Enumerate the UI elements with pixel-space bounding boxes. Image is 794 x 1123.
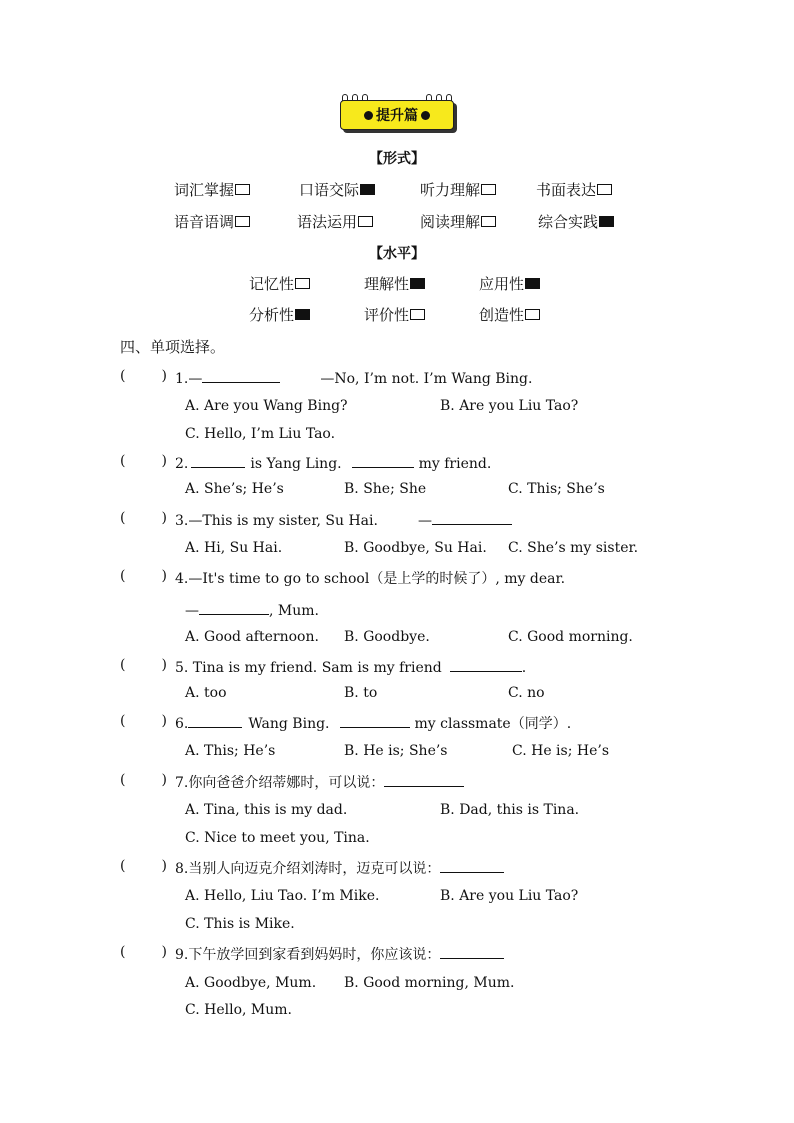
question-8: 8.当别人向迈克介绍刘涛时，迈克可以说：	[175, 858, 504, 878]
form-item-oral: 口语交际	[299, 179, 375, 200]
form-item-listening: 听力理解	[420, 179, 496, 200]
option-2b: B. She; She	[344, 481, 427, 497]
checkbox-checked-icon	[599, 216, 614, 227]
form-item-practice: 综合实践	[538, 211, 614, 232]
answer-blank[interactable]	[188, 713, 242, 728]
checkbox-icon	[295, 278, 310, 289]
bullet-dot-icon	[364, 111, 373, 120]
checkbox-icon	[481, 216, 496, 227]
section-banner	[338, 96, 454, 130]
option-6a: A. This; He’s	[185, 743, 276, 759]
checkbox-icon	[410, 309, 425, 320]
level-item-analysis: 分析性	[249, 304, 310, 325]
option-3b: B. Goodbye, Su Hai.	[344, 540, 487, 556]
option-3c: C. She’s my sister.	[508, 540, 639, 556]
answer-blank[interactable]	[440, 858, 504, 873]
option-7c: C. Nice to meet you, Tina.	[185, 830, 370, 846]
checkbox-icon	[481, 184, 496, 195]
answer-blank[interactable]	[191, 453, 245, 468]
option-1b: B. Are you Liu Tao?	[440, 398, 579, 414]
checkbox-checked-icon	[360, 184, 375, 195]
answer-paren-6[interactable]: ( )	[120, 713, 167, 729]
option-8c: C. This is Mike.	[185, 916, 295, 932]
answer-blank[interactable]	[352, 453, 414, 468]
level-item-memory: 记忆性	[249, 273, 310, 294]
checkbox-checked-icon	[525, 278, 540, 289]
question-9: 9.下午放学回到家看到妈妈时，你应该说：	[175, 944, 504, 964]
level-item-application: 应用性	[479, 273, 540, 294]
answer-blank[interactable]	[384, 772, 464, 787]
question-2: 2. is Yang Ling. my friend.	[175, 453, 491, 472]
option-9c: C. Hello, Mum.	[185, 1002, 292, 1018]
checkbox-icon	[597, 184, 612, 195]
option-4a: A. Good afternoon.	[185, 629, 319, 645]
option-6b: B. He is; She’s	[344, 743, 448, 759]
level-item-understanding: 理解性	[364, 273, 425, 294]
form-item-vocab: 词汇掌握	[174, 179, 250, 200]
option-1a: A. Are you Wang Bing?	[185, 398, 348, 414]
option-1c: C. Hello, I’m Liu Tao.	[185, 426, 336, 442]
checkbox-icon	[358, 216, 373, 227]
question-1: 1.— —No, I’m not. I’m Wang Bing.	[175, 368, 532, 387]
question-5: 5. Tina is my friend. Sam is my friend .	[175, 657, 526, 676]
checkbox-icon	[235, 216, 250, 227]
answer-paren-3[interactable]: ( )	[120, 510, 167, 526]
answer-blank[interactable]	[450, 657, 522, 672]
checkbox-icon	[525, 309, 540, 320]
question-7: 7.你向爸爸介绍蒂娜时，可以说：	[175, 772, 464, 792]
checkbox-checked-icon	[410, 278, 425, 289]
level-item-evaluation: 评价性	[364, 304, 425, 325]
option-3a: A. Hi, Su Hai.	[185, 540, 283, 556]
answer-paren-5[interactable]: ( )	[120, 657, 167, 673]
section-title: 四、单项选择。	[120, 338, 226, 356]
banner-title: 提升篇	[376, 108, 418, 124]
question-4: 4.—It's time to go to school（是上学的时候了）, my dear.	[175, 571, 566, 587]
answer-paren-8[interactable]: ( )	[120, 858, 167, 874]
form-item-phonetics: 语音语调	[174, 211, 250, 232]
level-heading: 【水平】	[369, 246, 425, 262]
option-6c: C. He is; He’s	[512, 743, 610, 759]
answer-paren-7[interactable]: ( )	[120, 772, 167, 788]
level-item-creation: 创造性	[479, 304, 540, 325]
option-5c: C. no	[508, 685, 545, 701]
form-item-grammar: 语法运用	[297, 211, 373, 232]
option-4c: C. Good morning.	[508, 629, 633, 645]
banner-plate	[340, 100, 454, 130]
answer-paren-2[interactable]: ( )	[120, 453, 167, 469]
checkbox-checked-icon	[295, 309, 310, 320]
option-8a: A. Hello, Liu Tao. I’m Mike.	[185, 888, 380, 904]
answer-blank[interactable]	[432, 510, 512, 525]
option-7b: B. Dad, this is Tina.	[440, 802, 580, 818]
option-9a: A. Goodbye, Mum.	[185, 975, 317, 991]
question-4-reply: — , Mum.	[185, 600, 319, 619]
checkbox-icon	[235, 184, 250, 195]
option-2c: C. This; She’s	[508, 481, 605, 497]
option-5b: B. to	[344, 685, 378, 701]
answer-blank[interactable]	[440, 944, 504, 959]
answer-paren-1[interactable]: ( )	[120, 368, 167, 384]
answer-blank[interactable]	[199, 600, 269, 615]
question-3: 3.—This is my sister, Su Hai. —	[175, 510, 512, 529]
option-9b: B. Good morning, Mum.	[344, 975, 515, 991]
form-item-writing: 书面表达	[536, 179, 612, 200]
answer-paren-4[interactable]: ( )	[120, 568, 167, 584]
option-2a: A. She’s; He’s	[185, 481, 284, 497]
option-4b: B. Goodbye.	[344, 629, 430, 645]
form-heading: 【形式】	[369, 151, 425, 167]
bullet-dot-icon	[421, 111, 430, 120]
question-6: 6. Wang Bing. my classmate（同学）.	[175, 713, 571, 733]
option-7a: A. Tina, this is my dad.	[185, 802, 348, 818]
answer-paren-9[interactable]: ( )	[120, 944, 167, 960]
answer-blank[interactable]	[202, 368, 280, 383]
answer-blank[interactable]	[340, 713, 410, 728]
form-item-reading: 阅读理解	[420, 211, 496, 232]
option-8b: B. Are you Liu Tao?	[440, 888, 579, 904]
option-5a: A. too	[185, 685, 227, 701]
